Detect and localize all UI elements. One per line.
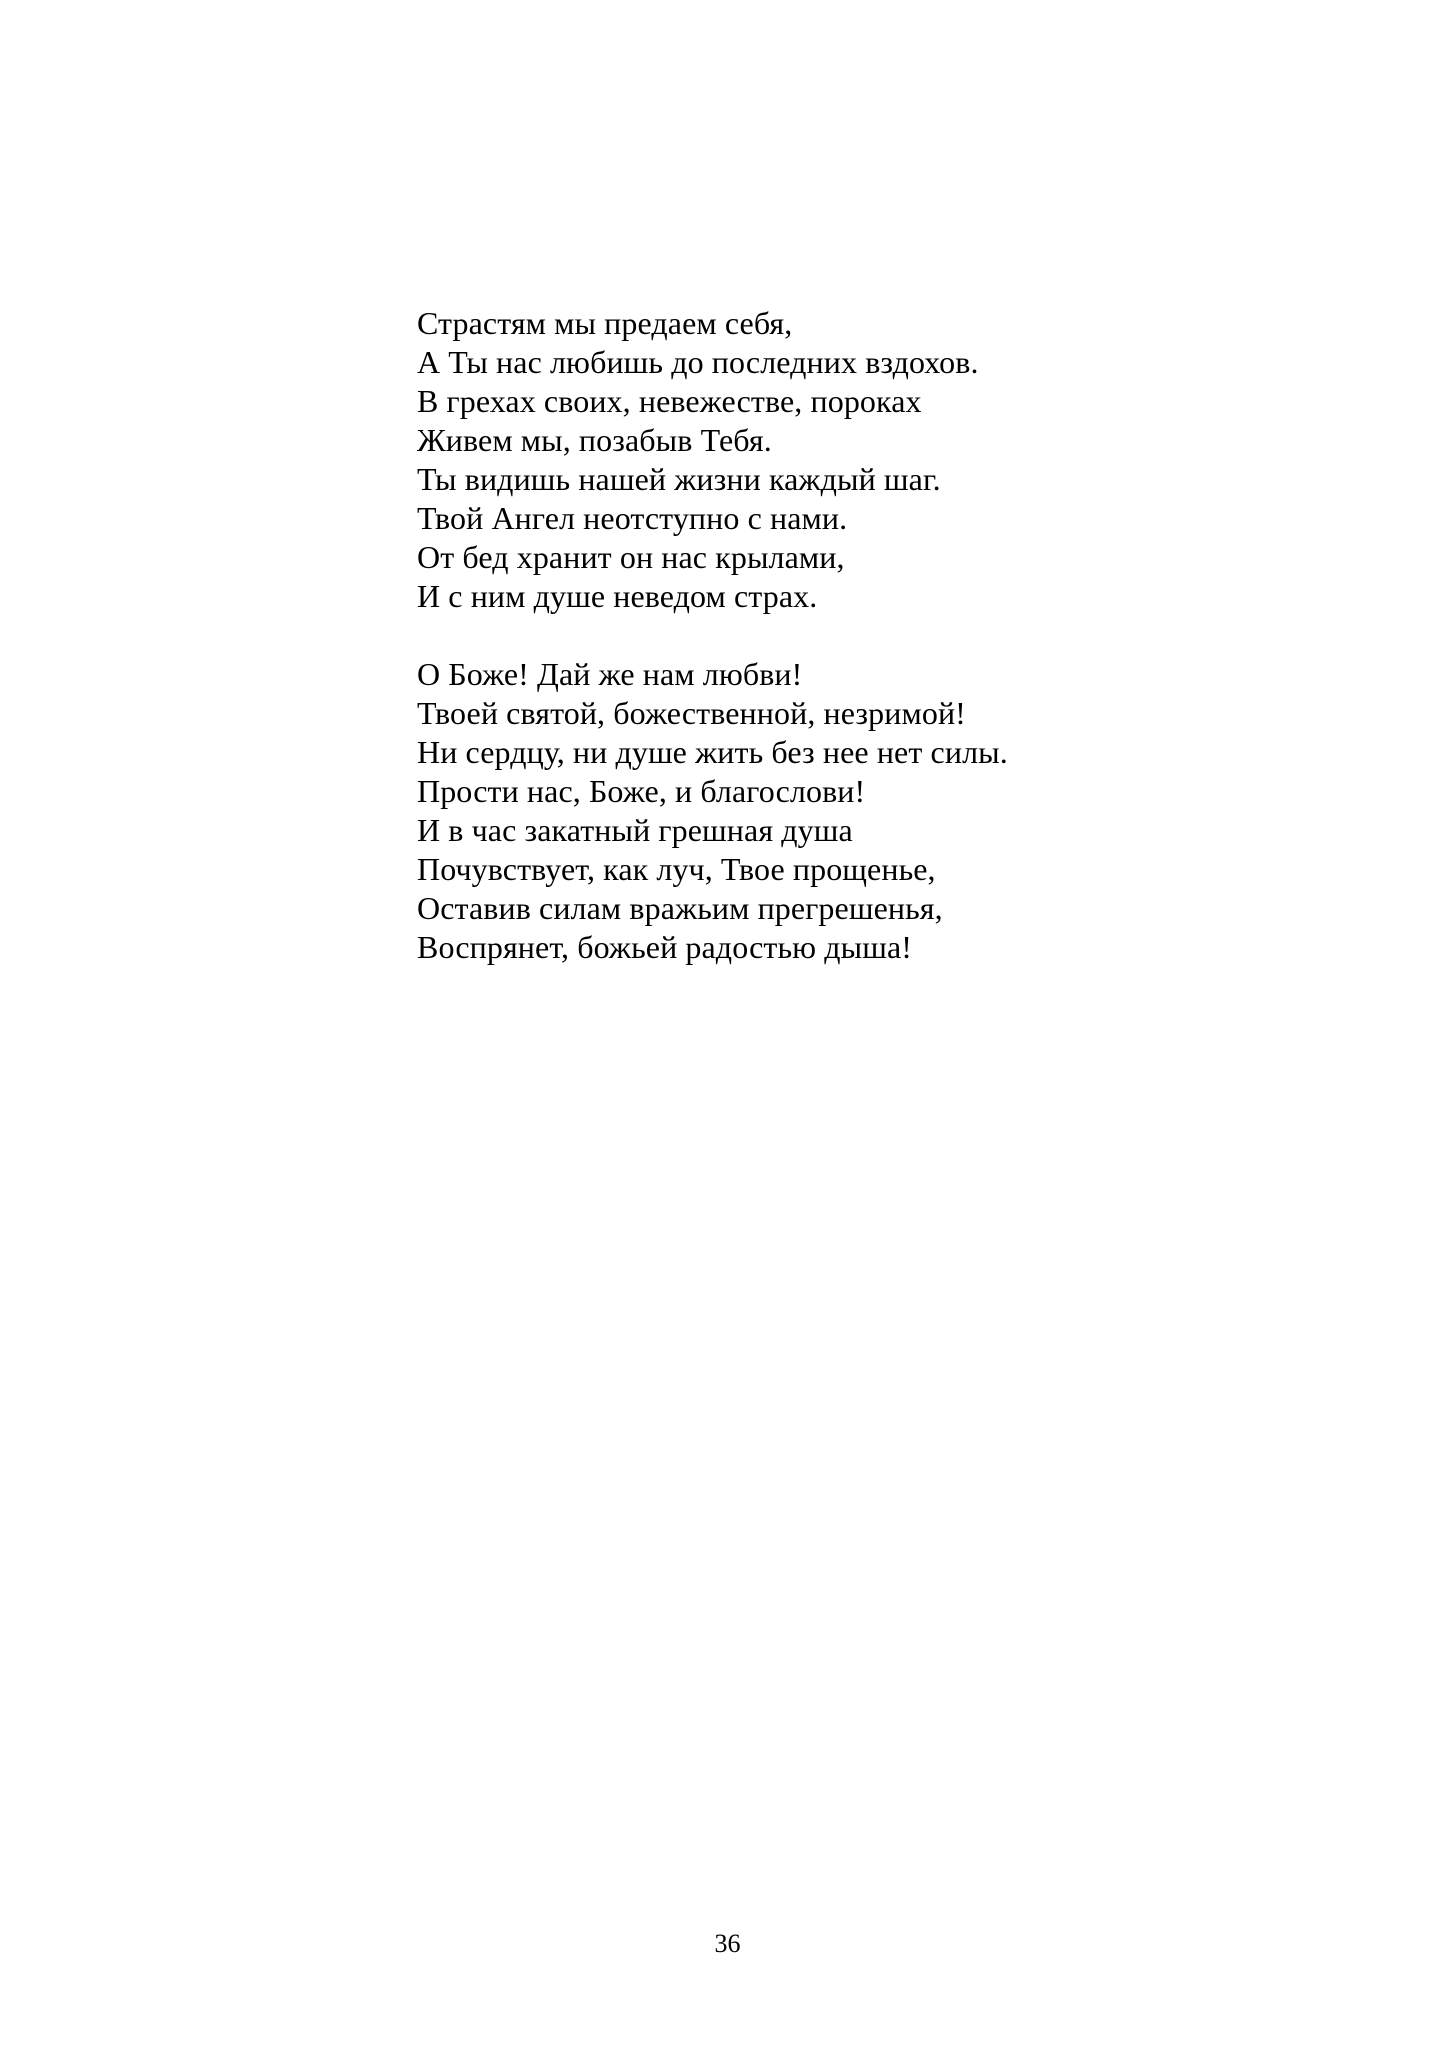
poem-line: От бед хранит он нас крылами,	[417, 539, 845, 575]
poem-line: В грехах своих, невежестве, пороках	[417, 383, 922, 419]
poem-line: Живем мы, позабыв Тебя.	[417, 422, 772, 458]
poem	[417, 304, 1217, 967]
poem-line: Почувствует, как луч, Твое прощенье,	[417, 851, 936, 887]
poem-line: Прости нас, Боже, и благослови!	[417, 773, 866, 809]
poem-line: А Ты нас любишь до последних вздохов.	[417, 344, 979, 380]
poem-line: И в час закатный грешная душа	[417, 812, 853, 848]
poem-line: Твоей святой, божественной, незримой!	[417, 695, 966, 731]
poem-line: О Боже! Дай же нам любви!	[417, 656, 803, 692]
poem-line: Ты видишь нашей жизни каждый шаг.	[417, 461, 941, 497]
poem-line: Воспрянет, божьей радостью дыша!	[417, 929, 913, 965]
poem-line: Ни сердцу, ни душе жить без нее нет силы.	[417, 734, 1008, 770]
poem-line: Страстям мы предаем себя,	[417, 305, 793, 341]
stanza-1	[417, 304, 1217, 616]
poem-line: Оставив силам вражьим прегрешенья,	[417, 890, 943, 926]
page-number: 36	[714, 1929, 741, 1958]
poem-line: Твой Ангел неотступно с нами.	[417, 500, 848, 536]
stanza-2	[417, 655, 1217, 967]
poem-line: И с ним душе неведом страх.	[417, 578, 818, 614]
